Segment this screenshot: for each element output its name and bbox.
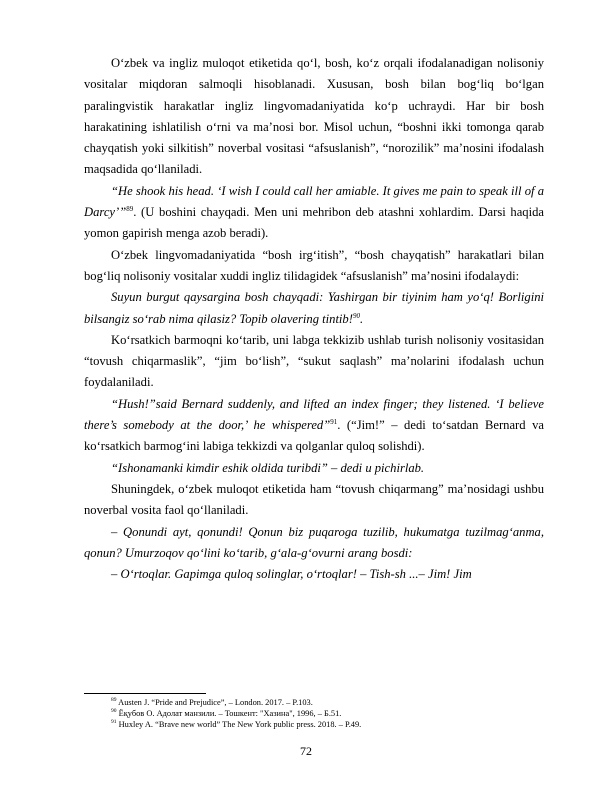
paragraph-quote-bernard	[84, 394, 544, 458]
footnote-ref[interactable]: 91	[330, 417, 338, 426]
footnote-number: 89	[111, 697, 117, 704]
paragraph-quote-suyun	[84, 287, 544, 330]
paragraph-uzbek-etiquette: Shuningdek, o‘zbek muloqot etiketida ham “tovush chiqarmang” ma’nosidagi ushbu noverbal vosita faol qo‘llaniladi.	[84, 481, 544, 518]
paragraph-uzbek-gestures: O‘zbek lingvomadaniyatida “bosh irg‘itish”, “bosh chayqatish” harakatlari bilan bog‘liq nolisoniy vositalar xuddi ingliz tilidagidek “afsuslanish” ma’nosini ifodalaydi:	[84, 247, 544, 283]
footnote-text: Huxley A. “Brave new world” The New York public press. 2018. – P.49.	[118, 720, 362, 729]
footnote-number: 91	[111, 719, 117, 726]
paragraph-quote-qonun: – Qonundi ayt, qonundi! Qonun biz puqaroga tuzilib, hukumatga tuzilmag‘anma, qonun? Umurzoqov qo‘lini ko‘tarib, g‘ala-g‘ovurni arang bosdi:	[84, 524, 544, 560]
footnote-ref[interactable]: 89	[126, 204, 134, 213]
paragraph-intro: O‘zbek va ingliz muloqot etiketida qo‘l, bosh, ko‘z orqali ifodalanadigan nolisoniy vositalar miqdoran salmoqli hisoblanadi. Xususan, bosh bilan bog‘liq bo‘lgan paralingvistik harakatlar ingliz lingvomadaniyatida ko‘p uchraydi. Har bir bosh harakatining ishlatilish o‘rni va ma’nosi bor. Misol uchun, “boshni ikki tomonga qarab chayqatish yoki silkitish” noverbal vositasi “afsuslanish”, “norozilik” ma’nosini ifodalash maqsadida qo‘llaniladi.	[84, 56, 544, 177]
footnote-text: Austen J. “Pride and Prejudice”, – London. 2017. – P.103.	[118, 698, 313, 707]
translation-text: . (U boshini chayqadi. Men uni mehribon deb atashni xohlardim. Darsi haqida yomon gapirish menga azob beradi).	[84, 205, 544, 241]
translation-text: . (“Jim!” – dedi to‘satdan Bernard va ko‘rsatkich barmog‘ini labiga tekkizdi va qolganlar quloq solishdi).	[84, 418, 544, 454]
quote-text: Suyun burgut qaysargina bosh chayqadi: Yashirgan bir tiyinim ham yo‘q! Borligini bilsangiz so‘rab nima qilasiz? Topib olavering tintib!	[84, 290, 544, 326]
page-number: 72	[300, 744, 312, 758]
footnote-89	[84, 697, 544, 708]
quote-text: “He shook his head. ‘I wish I could call her amiable. It gives me pain to speak ill of a Darcy’”	[84, 183, 544, 220]
paragraph-index-finger: Ko‘rsatkich barmoqni ko‘tarib, uni labga tekkizib ushlab turish nolisoniy vositasidan “tovush chiqarmaslik”, “jim bo‘lish”, “sukut saqlash” ma’nolarini ifodalash uchun foydalaniladi.	[84, 332, 544, 390]
footnote-number: 90	[111, 708, 117, 715]
footnote-text: Ёқубов О. Адолат манзили. – Тошкент: "Хазина", 1996, – Б.51.	[118, 709, 342, 718]
quote-end: .	[359, 311, 364, 326]
paragraph-quote-darcy	[84, 181, 544, 245]
quote-text: “Hush!”said Bernard suddenly, and lifted an index finger; they listened. ‘I believe there’s somebody at the door,’ he whispered”	[84, 396, 544, 433]
footnotes	[84, 697, 544, 730]
footnote-divider	[84, 693, 206, 694]
document-body	[84, 53, 544, 585]
paragraph-quote-ortoqlar: – O‘rtoqlar. Gapimga quloq solinglar, o‘rtoqlar! – Tish-sh ...– Jim! Jim	[111, 567, 472, 582]
footnote-91	[84, 719, 544, 730]
footnote-90	[84, 708, 544, 719]
paragraph-whisper: “Ishonamanki kimdir eshik oldida turibdi” – dedi u pichirlab.	[111, 460, 425, 475]
footnote-ref[interactable]: 90	[352, 311, 360, 320]
